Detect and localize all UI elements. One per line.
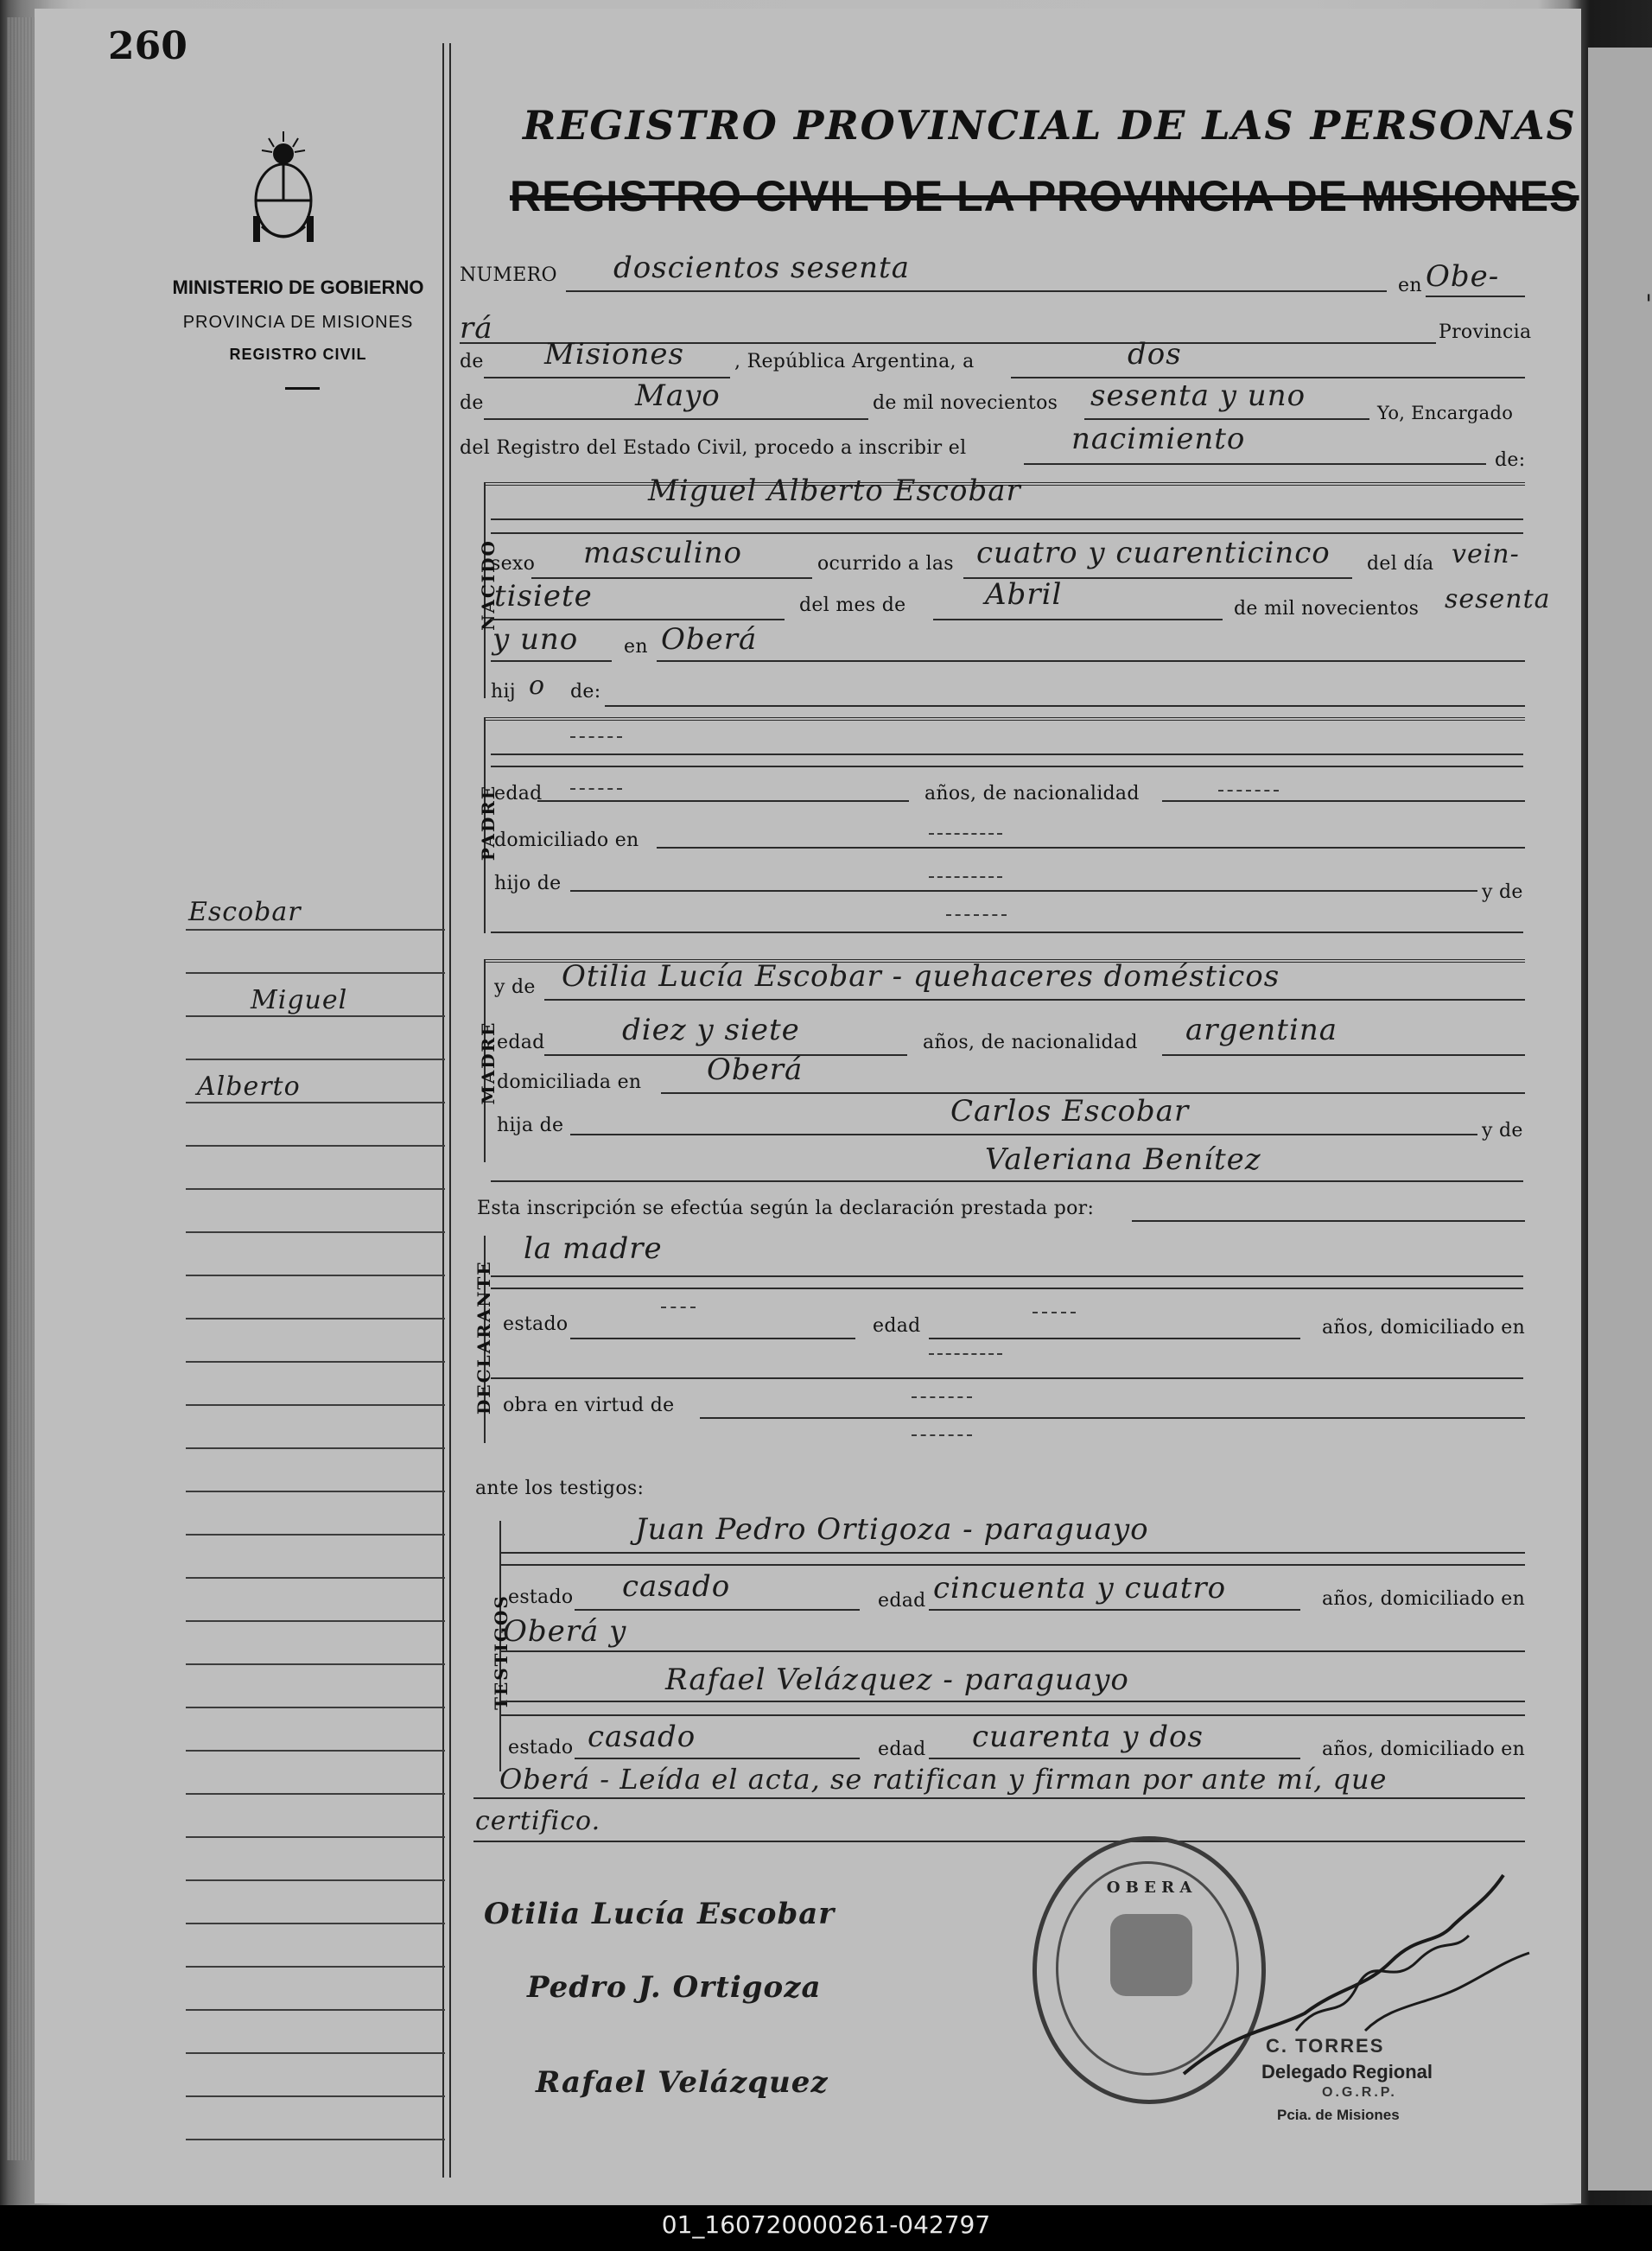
margin-ruled-line [186, 1663, 445, 1665]
declarante-anios-label: años, domiciliado en [1322, 1317, 1526, 1339]
padre-y-de-label: y de [1482, 881, 1523, 903]
margin-ruled-line [186, 1793, 445, 1795]
testigo-1-edad-label: edad [878, 1590, 926, 1612]
act-type-value: nacimiento [1071, 422, 1246, 456]
margin-ruled-line [186, 1361, 445, 1363]
margin-ruled-line [186, 1275, 445, 1276]
testigo-2-edad-label: edad [878, 1739, 926, 1760]
margin-ruled-line [186, 1707, 445, 1708]
testigo-2-name: Rafael Velázquez - paraguayo [665, 1663, 1129, 1697]
hora-value: cuatro y cuarenticinco [976, 536, 1331, 570]
margin-ruled-line [186, 1966, 445, 1968]
testigo-1-anios-label: años, domiciliado en [1322, 1588, 1526, 1610]
month-value: Mayo [635, 378, 721, 413]
numero-value: doscientos sesenta [613, 251, 910, 285]
madre-hija-de-label: hija de [497, 1115, 564, 1136]
hijo-suffix: o [529, 671, 546, 701]
declarante-estado-label: estado [503, 1313, 569, 1335]
declaracion-text: Esta inscripción se efectúa según la declaración prestada por: [477, 1198, 1095, 1219]
lugar-en-label: en [624, 636, 648, 658]
city-part-1: Obe- [1426, 259, 1500, 294]
day-value: dos [1128, 337, 1182, 372]
province-label: PROVINCIA DE MISIONES [182, 313, 414, 332]
mes-value: Abril [985, 577, 1063, 612]
margin-ruled-line [186, 2009, 445, 2011]
margin-ruled-line [186, 1231, 445, 1233]
closing-line-1: Oberá - Leída el acta, se ratifican y firman por ante mí, que [499, 1763, 1388, 1796]
official-province: Pcia. de Misiones [1277, 2107, 1400, 2123]
province-value: Misiones [544, 337, 684, 372]
margin-ruled-line [186, 1577, 445, 1579]
margin-ruled-line [186, 2052, 445, 2054]
madre-padre-value: Carlos Escobar [950, 1094, 1190, 1129]
madre-nac-label: años, de nacionalidad [923, 1032, 1138, 1053]
provincia-label: Provincia [1439, 321, 1532, 343]
testigo-2-edad-value: cuarenta y dos [972, 1720, 1204, 1754]
child-name: Miguel Alberto Escobar [648, 474, 1021, 508]
page-number: 260 [108, 24, 187, 68]
testigo-1-estado-value: casado [622, 1569, 731, 1604]
madre-nac-value: argentina [1185, 1013, 1338, 1047]
margin-ruled-line [186, 1620, 445, 1622]
margin-ruled-line [186, 1534, 445, 1536]
ocurrido-label: ocurrido a las [817, 553, 954, 575]
madre-edad-value: diez y siete [622, 1013, 800, 1047]
registry-label: REGISTRO CIVIL [229, 346, 367, 363]
padre-label: PADRE [478, 784, 499, 862]
declarante-label: DECLARANTE [473, 1260, 494, 1415]
margin-ruled-line [186, 1879, 445, 1881]
stamp-text: O B E R A [1106, 1879, 1192, 1897]
testigo-2-anios-label: años, domiciliado en [1322, 1739, 1526, 1760]
margin-ruled-line [186, 1188, 445, 1190]
declarante-obra-label: obra en virtud de [503, 1395, 675, 1416]
dia-value-1: vein- [1452, 539, 1520, 569]
margin-ruled-line [186, 1318, 445, 1319]
facing-page-mark: ' [1645, 289, 1652, 320]
yo-text: Yo, Encargado [1377, 403, 1514, 423]
margin-ruled-line [186, 1404, 445, 1406]
declarante-value: la madre [524, 1231, 663, 1266]
margin-ruled-line [186, 1059, 445, 1060]
title-primary: REGISTRO PROVINCIAL DE LAS PERSONAS [523, 102, 1577, 149]
official-title: Delegado Regional [1261, 2061, 1433, 2082]
mil-text: de mil novecientos [873, 392, 1058, 414]
margin-ruled-line [186, 2095, 445, 2097]
margin-ruled-line [186, 1923, 445, 1924]
sexo-label: sexo [491, 553, 536, 575]
testigos-label: TESTIGOS [491, 1594, 511, 1710]
official-name: C. TORRES [1266, 2035, 1385, 2057]
padre-edad-label: edad [494, 783, 543, 804]
ministry-label: MINISTERIO DE GOBIERNO [172, 277, 424, 298]
margin-ruled-line [186, 1102, 445, 1103]
margin-rule [442, 43, 444, 2178]
lugar-value: Oberá [661, 622, 758, 657]
anio-value-1: sesenta [1445, 584, 1551, 614]
en-label: en [1398, 275, 1422, 296]
margin-rule-inner [449, 43, 451, 2178]
testigo-1-dom-value: Oberá y [503, 1614, 627, 1649]
signature-witness-2: Rafael Velázquez [536, 2065, 829, 2100]
margin-ruled-line [186, 1491, 445, 1492]
margin-ruled-line [186, 1015, 445, 1017]
madre-label: MADRE [478, 1021, 499, 1105]
padre-nac-label: años, de nacionalidad [924, 783, 1140, 804]
margin-ruled-line [186, 1447, 445, 1449]
margin-ruled-line [186, 1750, 445, 1752]
image-id: 01_160720000261-042797 [661, 2210, 991, 2239]
testigo-2-estado-label: estado [508, 1737, 574, 1758]
de-label-2: de [460, 392, 484, 414]
madre-y-de-label: y de [494, 976, 536, 998]
declarante-edad-label: edad [873, 1315, 921, 1337]
madre-name: Otilia Lucía Escobar - quehaceres domésticos [562, 959, 1280, 994]
testigo-1-name: Juan Pedro Ortigoza - paraguayo [635, 1512, 1149, 1547]
testigo-1-edad-value: cincuenta y cuatro [933, 1571, 1227, 1606]
margin-ruled-line [186, 1145, 445, 1147]
testigo-2-estado-value: casado [588, 1720, 696, 1754]
official-agency: O.G.R.P. [1322, 2085, 1397, 2100]
margin-ruled-line [186, 1836, 445, 1838]
de-colon: de: [1495, 449, 1526, 471]
title-struck: REGISTRO CIVIL DE LA PROVINCIA DE MISIONES [510, 172, 1579, 220]
numero-label: NUMERO [460, 264, 557, 286]
de-label-1: de [460, 351, 484, 372]
anio-value-2: y uno [492, 622, 579, 657]
madre-y-de-label-2: y de [1482, 1120, 1523, 1141]
hijo-de-label: de: [570, 681, 601, 703]
madre-madre-value: Valeriana Benítez [985, 1142, 1261, 1177]
madre-dom-label: domiciliada en [497, 1071, 642, 1093]
coat-of-arms-icon [245, 130, 322, 251]
signature-witness-1: Pedro J. Ortigoza [527, 1970, 822, 2005]
padre-dom-label: domiciliado en [494, 830, 639, 851]
madre-dom-value: Oberá [707, 1052, 804, 1087]
city-part-2: rá [460, 311, 493, 346]
testigo-1-estado-label: estado [508, 1587, 574, 1608]
nacido-label: NACIDO [478, 539, 499, 631]
del-dia-label: del día [1367, 553, 1434, 575]
margin-ruled-line [186, 972, 445, 974]
testigos-text: ante los testigos: [475, 1478, 645, 1499]
margin-ruled-line [186, 2139, 445, 2140]
margin-surname: Escobar [188, 897, 302, 927]
facing-page [1588, 48, 1652, 2191]
madre-edad-label: edad [497, 1032, 545, 1053]
margin-middle-name: Alberto [197, 1071, 301, 1102]
signature-mother: Otilia Lucía Escobar [484, 1897, 836, 1931]
del-mes-label: del mes de [799, 595, 906, 616]
closing-line-2: certifico. [475, 1806, 601, 1836]
year-value: sesenta y uno [1090, 378, 1306, 413]
margin-given-name: Miguel [251, 985, 348, 1015]
separator [285, 387, 320, 390]
hijo-label: hij [491, 681, 516, 703]
margin-ruled-line [186, 929, 445, 931]
registro-text: del Registro del Estado Civil, procedo a inscribir el [460, 437, 967, 459]
sexo-value: masculino [583, 536, 743, 570]
dia-value-2: tisiete [494, 579, 593, 614]
padre-hijo-de-label: hijo de [494, 873, 562, 894]
mil-label: de mil novecientos [1234, 598, 1420, 620]
republic-text: , República Argentina, a [734, 351, 975, 372]
